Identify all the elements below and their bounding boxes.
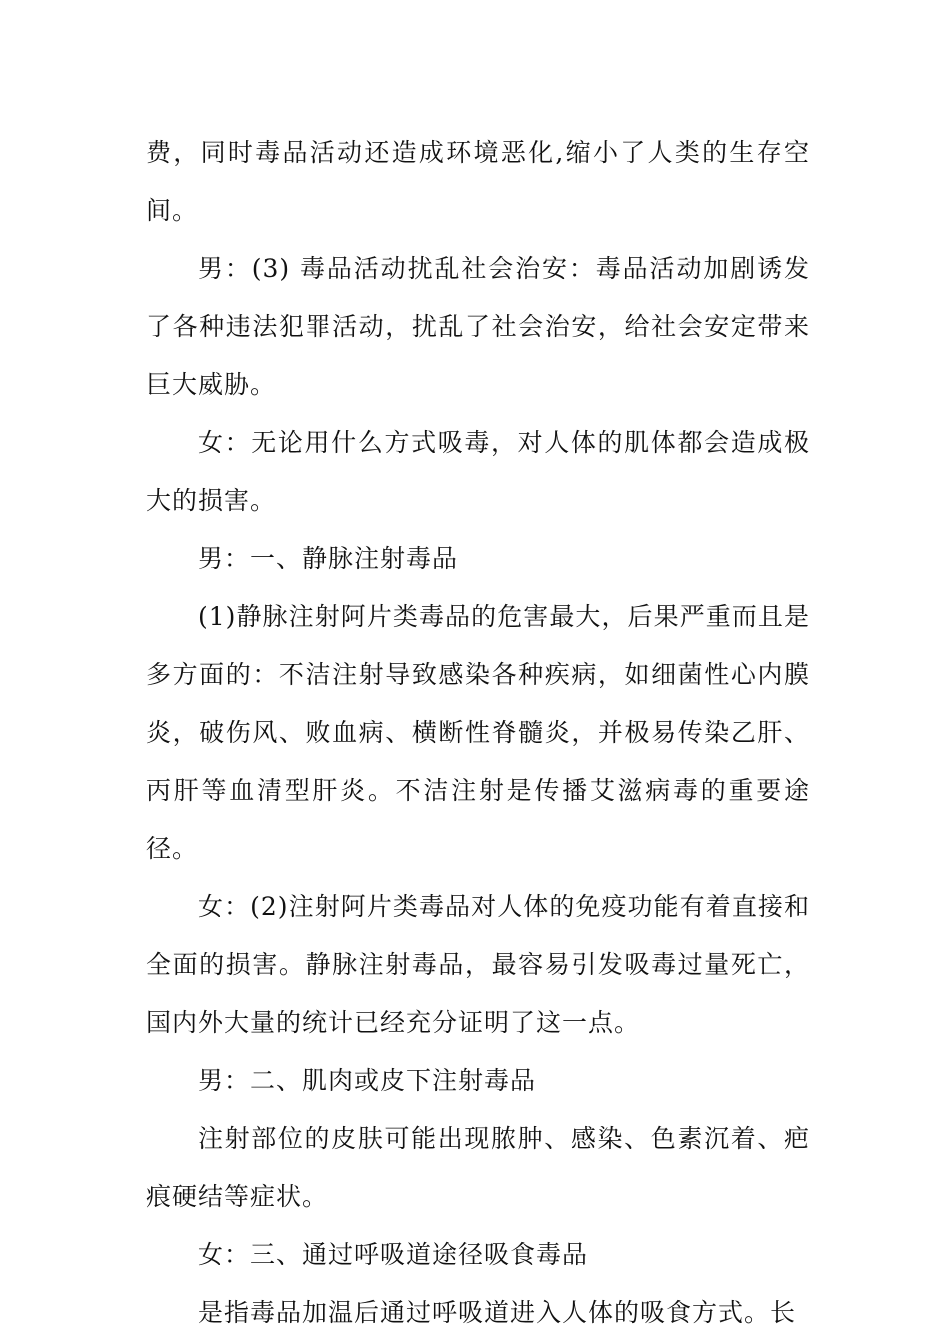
paragraph-6: 女：(2)注射阿片类毒品对人体的免疫功能有着直接和全面的损害。静脉注射毒品，最容易引发吸毒过量死亡，国内外大量的统计已经充分证明了这一点。 bbox=[146, 892, 810, 1037]
body-text bbox=[146, 124, 810, 1342]
paragraph-9: 女：三、通过呼吸道途径吸食毒品 bbox=[198, 1240, 589, 1269]
paragraph-2: 男：(3) 毒品活动扰乱社会治安：毒品活动加剧诱发了各种违法犯罪活动，扰乱了社会治安，给社会安定带来巨大威胁。 bbox=[146, 254, 810, 399]
paragraph-5: (1)静脉注射阿片类毒品的危害最大，后果严重而且是多方面的：不洁注射导致感染各种疾病，如细菌性心内膜炎，破伤风、败血病、横断性脊髓炎，并极易传染乙肝、丙肝等血清型肝炎。不洁注射是传播艾滋病毒的重要途径。 bbox=[146, 602, 810, 863]
paragraph-10: 是指毒品加温后通过呼吸道进入人体的吸食方式。长 bbox=[198, 1298, 797, 1327]
paragraph-7: 男：二、肌肉或皮下注射毒品 bbox=[198, 1066, 537, 1095]
paragraph-4: 男：一、静脉注射毒品 bbox=[198, 544, 459, 573]
paragraph-8: 注射部位的皮肤可能出现脓肿、感染、色素沉着、疤痕硬结等症状。 bbox=[146, 1124, 810, 1211]
paragraph-3: 女：无论用什么方式吸毒，对人体的肌体都会造成极大的损害。 bbox=[146, 428, 810, 515]
paragraph-1: 费，同时毒品活动还造成环境恶化,缩小了人类的生存空间。 bbox=[146, 138, 810, 225]
